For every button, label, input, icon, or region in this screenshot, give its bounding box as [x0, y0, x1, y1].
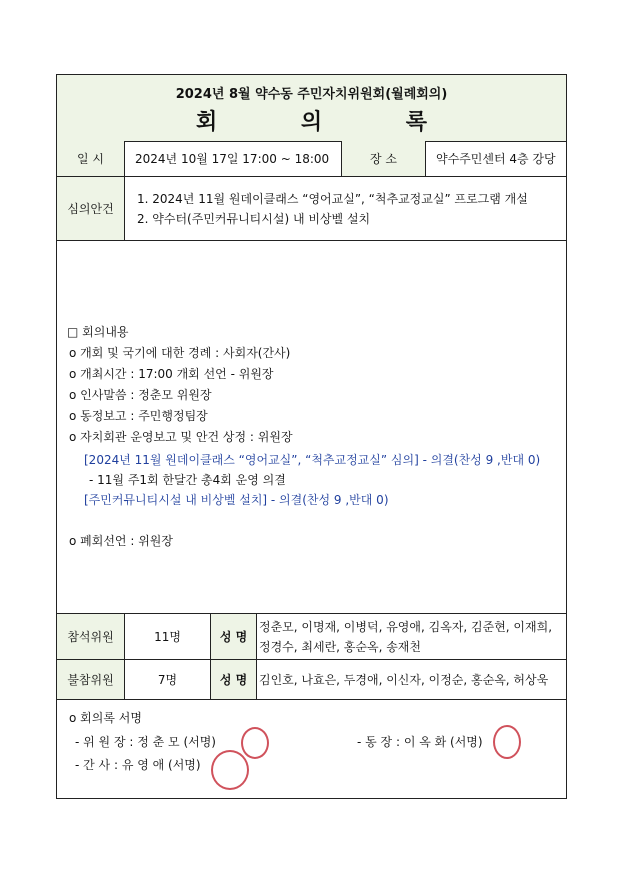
signature-stamp-icon [493, 725, 521, 759]
content-bullet: o 자치회관 운영보고 및 안건 상정 : 위원장 [69, 430, 293, 444]
name-label: 성 명 [211, 614, 257, 659]
secretary-signature: - 간 사 : 유 영 애 (서명) [75, 758, 201, 772]
content-bullet: o 인사말씀 : 정춘모 위원장 [69, 388, 212, 402]
present-names-line: 정경수, 최세란, 홍순옥, 송재천 [259, 639, 421, 654]
agenda-label: 심의안건 [57, 177, 125, 240]
absent-label: 불참위원 [57, 660, 125, 699]
signature-stamp-icon [241, 727, 269, 759]
document-title: 2024년 8월 약수동 주민자치위원회(월례회의) [175, 87, 448, 102]
present-names-line: 정춘모, 이명재, 이병덕, 유영애, 김옥자, 김준현, 이재희, [259, 619, 553, 634]
minutes-document [56, 74, 567, 799]
signature-heading: o 회의록 서명 [69, 711, 142, 725]
content-heading: □ 회의내용 [67, 325, 129, 339]
absent-names: 김인호, 나효은, 두경애, 이신자, 이정순, 홍순옥, 허상욱 [259, 673, 549, 687]
content-bullet: o 개회 및 국기에 대한 경례 : 사회자(간사) [69, 346, 291, 360]
date-place-row [57, 141, 566, 177]
resolution-item: [2024년 11월 원데이클래스 “영어교실”, “척추교정교실” 심의] - 의결(찬성 9 ,반대 0) [84, 453, 541, 467]
resolution-item: [주민커뮤니티시설 내 비상벨 설치] - 의결(찬성 9 ,반대 0) [84, 493, 389, 507]
present-count: 11명 [125, 614, 211, 659]
chair-signature: - 위 원 장 : 정 춘 모 (서명) [75, 735, 216, 749]
present-members-row [57, 614, 566, 660]
absent-count: 7명 [125, 660, 211, 699]
name-label: 성 명 [211, 660, 257, 699]
date-label: 일 시 [57, 141, 125, 176]
content-bullet: o 개최시간 : 17:00 개회 선언 - 위원장 [69, 367, 274, 381]
signature-stamp-icon [211, 750, 249, 790]
dong-head-signature: - 동 장 : 이 옥 화 (서명) [357, 735, 483, 749]
meeting-content [57, 241, 566, 614]
place-label: 장 소 [342, 141, 426, 176]
absent-members-row [57, 660, 566, 700]
agenda-row [57, 177, 566, 241]
agenda-item: 2. 약수터(주민커뮤니티시설) 내 비상벨 설치 [137, 211, 371, 226]
agenda-item: 1. 2024년 11월 원데이클래스 “영어교실”, “척추교정교실” 프로그램 개설 [137, 191, 528, 206]
agenda-list [125, 177, 566, 240]
document-subtitle: 회 의 록 [195, 110, 466, 135]
document-header [57, 75, 566, 142]
present-names [257, 614, 566, 659]
content-bullet: o 동정보고 : 주민행정팀장 [69, 409, 208, 423]
place-value: 약수주민센터 4층 강당 [436, 152, 556, 166]
present-label: 참석위원 [57, 614, 125, 659]
resolution-detail: - 11월 주1회 한달간 총4회 운영 의결 [89, 473, 286, 487]
date-value: 2024년 10월 17일 17:00 ~ 18:00 [125, 141, 342, 176]
closing-line: o 폐회선언 : 위원장 [69, 534, 173, 548]
